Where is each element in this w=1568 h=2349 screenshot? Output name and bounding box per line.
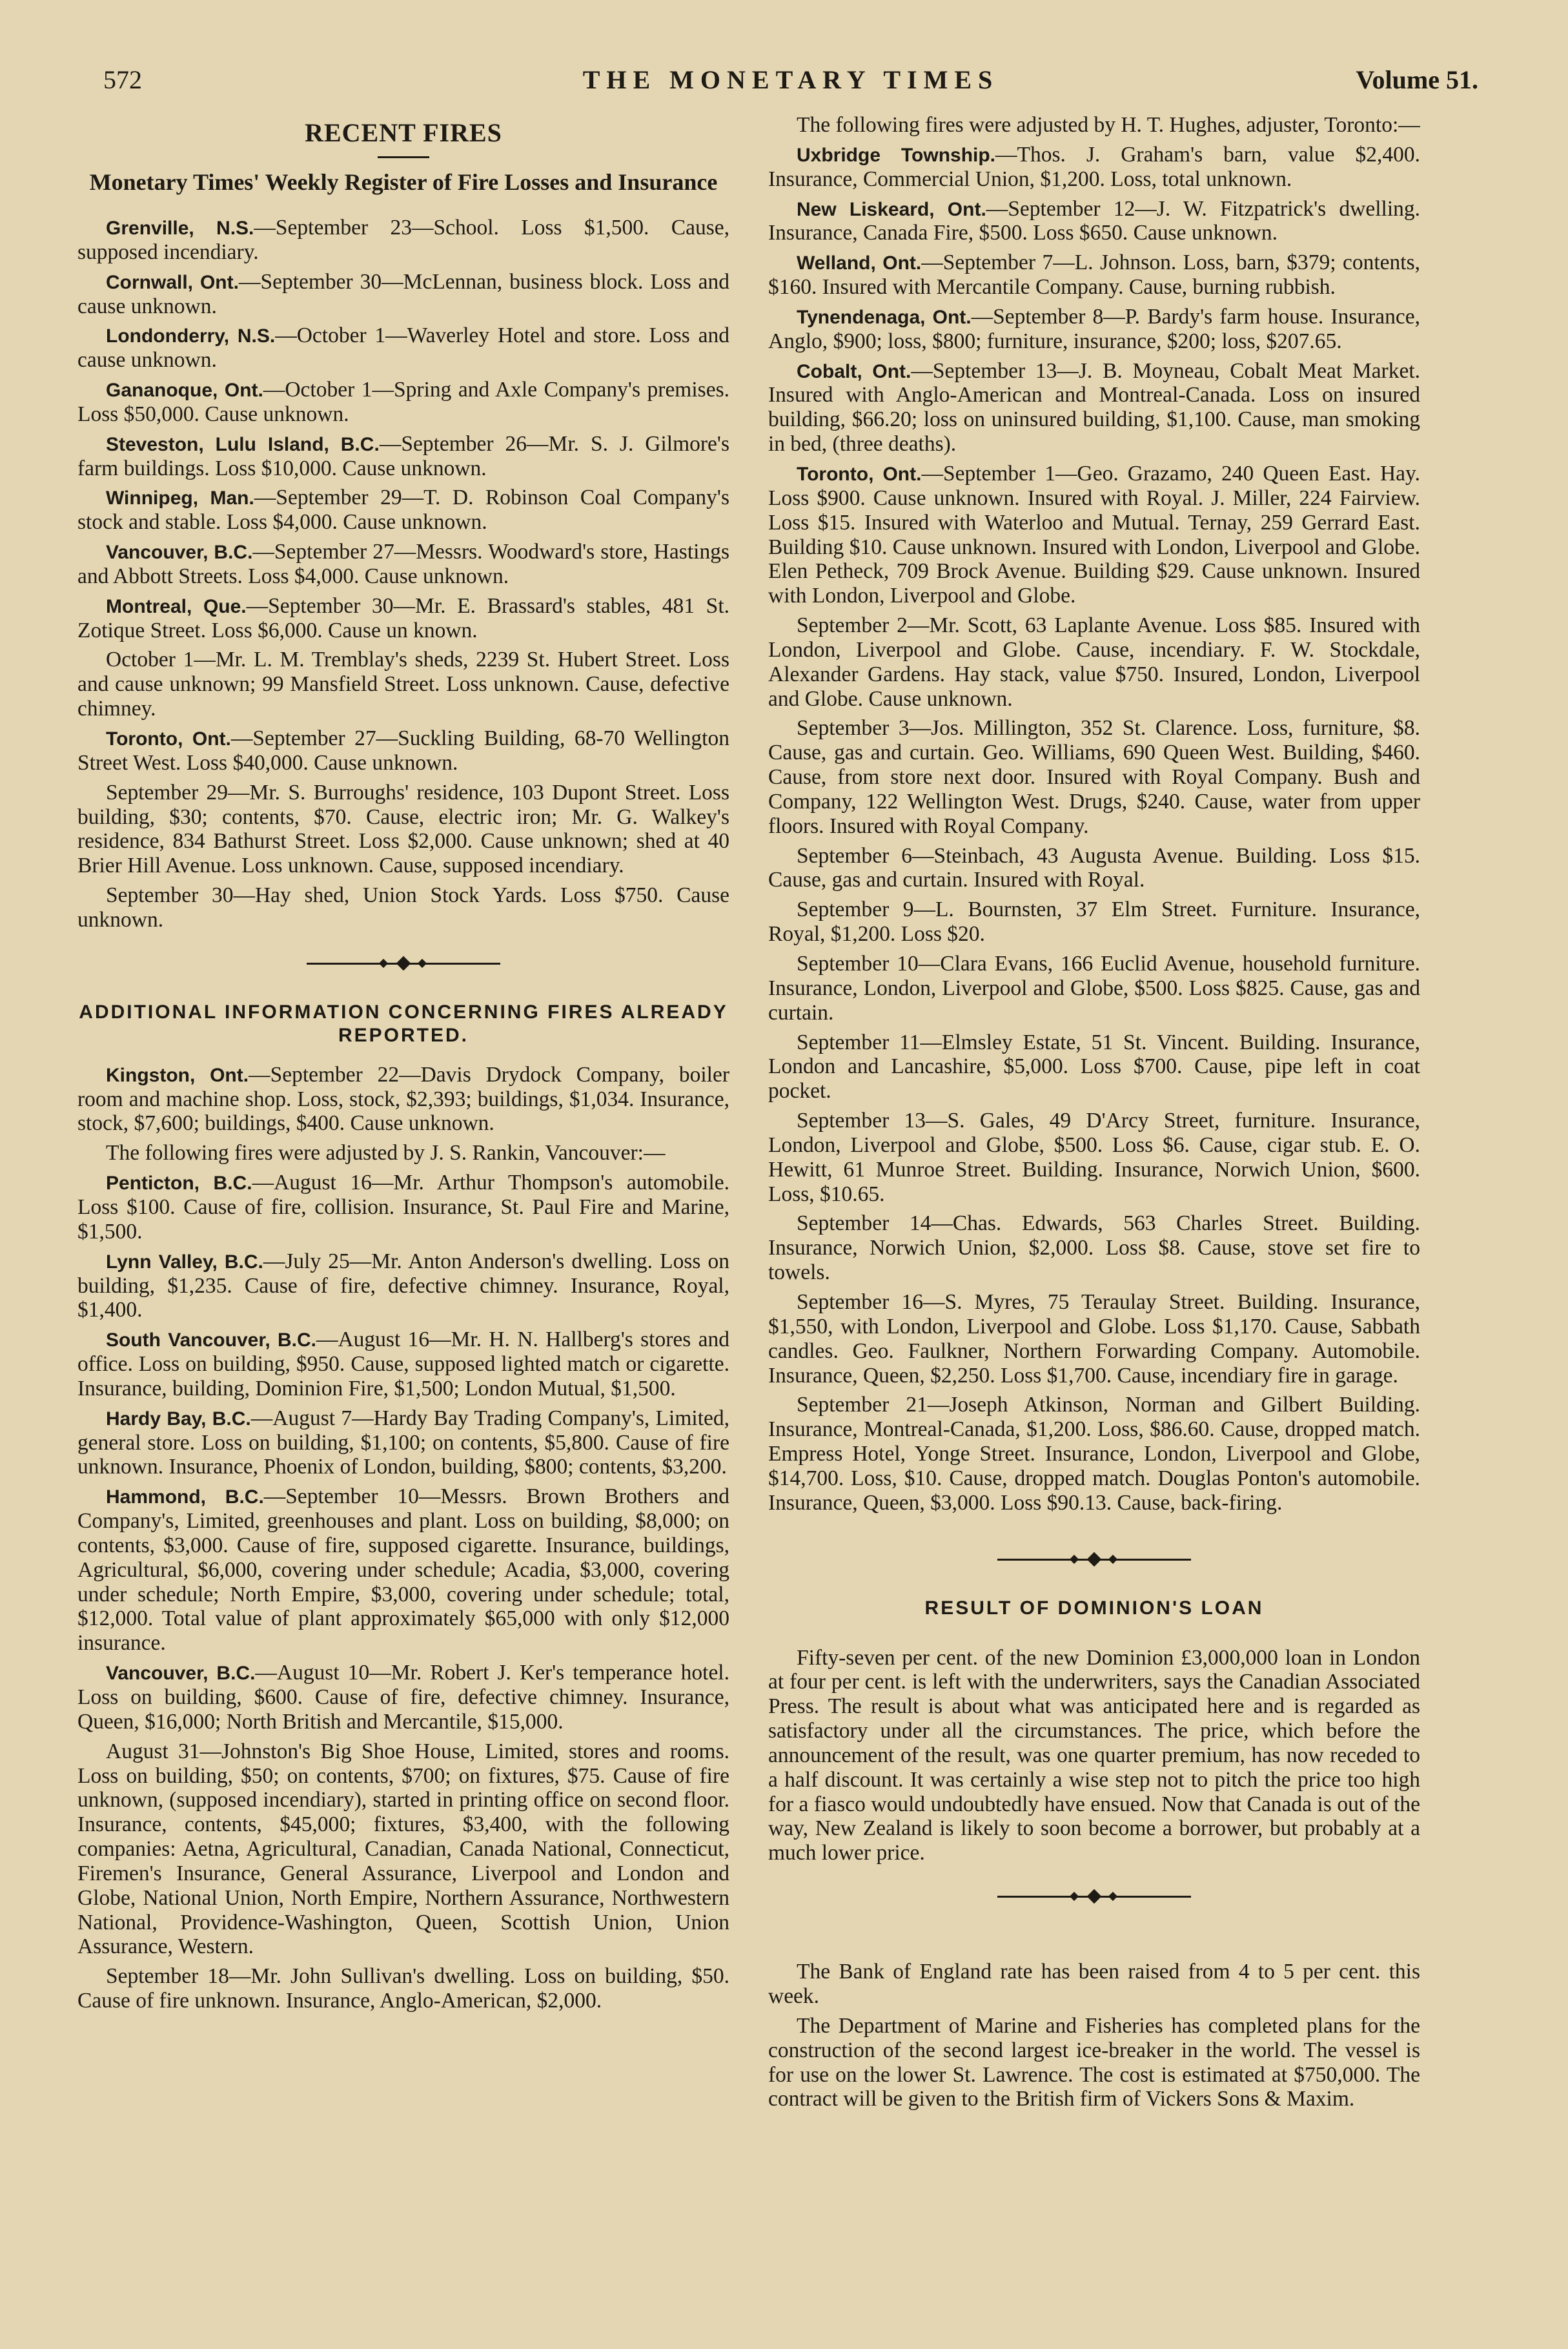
entry-text: —August 7—Hardy Bay Trading Company's, Limited, general store. Loss on building, $1,100; on contents, $5,800. Cause of fire unknown. Insurance, Phoenix of London, building, $800; contents, $3,200. [77,1406,729,1479]
entry-text: September 6—Steinbach, 43 Augusta Avenue. Building. Loss $15. Cause, gas and curtain. Insured with Royal. [768,843,1420,892]
entry-place: New Liskeard, Ont. [797,198,986,220]
fire-entry [77,726,729,775]
title-rule [378,156,429,158]
entry-text: September 11—Elmsley Estate, 51 St. Vincent. Building. Insurance, London and Lancashire, $5,000. Loss $700. Cause, pipe left in coat pocket. [768,1030,1420,1103]
entry-text: —September 30—McLennan, business block. Loss and cause unknown. [77,269,730,318]
entry-place: Toronto, Ont. [797,463,922,485]
page-header [103,65,1478,110]
entry-place: Vancouver, B.C. [106,1663,256,1685]
entry-text: —September 1—Geo. Grazamo, 240 Queen East. Hay. Loss $900. Cause unknown. Insured with Royal. J. Miller, 224 Fairview. Loss $15. Insured with Waterloo and Mutual. Ternay, 259 Gerrard East. Building $10. Cause unknown. Insured with London, Liverpool and Globe. Elen Petheck, 709 Brock Avenue. Building $29. Cause unknown. Insured with London, Liverpool and Globe. [768,461,1420,608]
entry-text: —September 26—Mr. S. J. Gilmore's farm buildings. Loss $10,000. Cause unknown. [77,431,730,480]
fire-entry [77,1171,729,1244]
fire-entry [768,1290,1420,1388]
entry-text: —September 10—Messrs. Brown Brothers and Company's, Limited, greenhouses and plant. Loss on building, $8,000; on contents, $3,000. Cause of fire, supposed cigarette. Insurance, buildings, Agricultural, $6,000, covering under schedule; Acadia, $3,000, covering under schedule; North Empire, $3,000, covering under schedule; total, $12,000. Total value of plant approximately $65,000 with only $12,000 insurance. [77,1484,729,1656]
fire-entry [77,1249,729,1323]
entry-place: Kingston, Ont. [106,1064,249,1086]
icebreaker-paragraph: The Department of Marine and Fisheries has completed plans for the construction of the second largest ice-breaker in the world. The vessel is for use on the lower St. Lawrence. The cost is estimated at $750,000. The contract will be given to the British firm of Vickers Sons & Maxim. [768,2013,1420,2111]
entry-place: Steveston, Lulu Island, B.C. [106,433,380,455]
fire-entry [77,323,729,373]
fire-entry [768,844,1420,893]
register-title: Monetary Times' Weekly Register of Fire Losses and Insurance [89,169,718,196]
entry-place: Grenville, N.S. [106,217,254,239]
fire-entry [77,1141,729,1165]
entry-text: September 16—S. Myres, 75 Teraulay Street. Building. Insurance, $1,550, with London, Liverpool and Globe. Loss $1,170. Cause, Sabbath candles. Geo. Faulkner, Northern Forwarding Company. Automobile. Insurance, Queen, $2,250. Loss $1,700. Cause, incendiary fire in garage. [768,1289,1420,1388]
entry-text: —September 8—P. Bardy's farm house. Insurance, Anglo, $900; loss, $800; furniture, insurance, $200; loss, $207.65. [768,304,1420,353]
fire-entry [77,1739,729,1960]
fire-entry [77,540,729,589]
left-column [77,113,729,2018]
entry-text: —September 30—Mr. E. Brassard's stables, 481 St. Zotique Street. Loss $6,000. Cause un known. [77,593,729,642]
recent-fires-title: RECENT FIRES [305,118,502,147]
fire-entry [77,270,729,319]
fire-entry [768,305,1420,354]
entry-place: Cobalt, Ont. [797,360,911,382]
fire-entry [77,216,729,265]
hughes-intro: The following fires were adjusted by H. T. Hughes, adjuster, Toronto:— [797,113,1420,137]
fire-entry [77,1484,729,1656]
entry-text: —July 25—Mr. Anton Anderson's dwelling. Loss on building, $1,235. Cause of fire, defective chimney. Insurance, Royal, $1,400. [77,1249,729,1322]
entry-place: South Vancouver, B.C. [106,1329,316,1351]
fire-entry [77,432,729,481]
masthead: THE MONETARY TIMES [582,65,999,94]
fire-entry [768,1211,1420,1285]
fire-entry [77,486,729,535]
entry-place: Tynendenaga, Ont. [797,306,972,328]
loan-paragraph: Fifty-seven per cent. of the new Dominion £3,000,000 loan in London at four per cent. is left with the underwriters, says the Canadian Associated Press. The result is about what was anticipated here and is regarded as satisfactory under all the circumstances. The price, which before the announcement of the result, was one quarter premium, has now receded to a half discount. It was certainly a wise step not to pitch the price too high for a fiasco would undoubtedly have ensued. Now that Canada is out of the way, New Zealand is likely to soon become a borrower, but probably at a much lower price. [768,1645,1420,1865]
fire-entry [77,1328,729,1401]
fire-entry [768,1031,1420,1104]
entry-text: September 3—Jos. Millington, 352 St. Clarence. Loss, furniture, $8. Cause, gas and curtain. Geo. Williams, 690 Queen West. Building, $460. Cause, from store next door. Insured with Royal Company. Bush and Company, 122 Wellington West. Drugs, $240. Cause, water from upper floors. Insured with Royal Company. [768,716,1420,838]
entry-text: September 29—Mr. S. Burroughs' residence, 103 Dupont Street. Loss building, $30; contents, $70. Cause, electric iron; Mr. G. Walkey's residence, 834 Bathurst Street. Loss $2,000. Cause unknown; shed at 40 Brier Hill Avenue. Loss unknown. Cause, supposed incendiary. [77,780,729,878]
entry-place: Toronto, Ont. [106,728,231,750]
entry-place: Gananoque, Ont. [106,380,263,402]
entry-text: —September 23—School. Loss $1,500. Cause, supposed incendiary. [77,215,729,264]
entry-text: —October 1—Waverley Hotel and store. Loss and cause unknown. [77,323,729,373]
entry-text: September 13—S. Gales, 49 D'Arcy Street, furniture. Insurance, London, Liverpool and Globe, $500. Loss $6. Cause, cigar stub. E. O. Hewitt, 61 Munroe Street. Building. Insurance, Norwich Union, $600. Loss, $10.65. [768,1109,1420,1206]
entry-text: September 14—Chas. Edwards, 563 Charles Street. Building. Insurance, Norwich Union, $2,000. Loss $8. Cause, stove set fire to towels. [768,1211,1420,1285]
entry-text: —September 29—T. D. Robinson Coal Company's stock and stable. Loss $4,000. Cause unknown. [77,486,729,535]
entry-place: Vancouver, B.C. [106,542,253,564]
bank-rate-paragraph: The Bank of England rate has been raised from 4 to 5 per cent. this week. [768,1960,1420,2008]
page-number: 572 [103,65,142,94]
entry-text: —September 27—Suckling Building, 68-70 Wellington Street West. Loss $40,000. Cause unknown. [77,726,729,775]
section-ornament [997,1891,1191,1902]
entry-place: Cornwall, Ont. [106,271,239,293]
entry-text: —September 13—J. B. Moyneau, Cobalt Meat Market. Insured with Anglo-American and Montreal-Canada. Loss on insured building, $66.20; loss on uninsured building, $1,100. Cause, man smoking in bed, (three deaths). [768,358,1421,456]
fire-entry [77,378,729,427]
entry-text: —September 27—Messrs. Woodward's store, Hastings and Abbott Streets. Loss $4,000. Cause unknown. [77,540,729,588]
fire-entry [768,462,1420,608]
fire-entry [77,1063,729,1136]
loan-title: RESULT OF DOMINION'S LOAN [924,1597,1264,1619]
hughes-list [768,143,1420,1515]
entry-place: Welland, Ont. [797,252,922,274]
fire-entry [77,1964,729,2013]
fire-entry [768,716,1420,838]
entry-text: September 10—Clara Evans, 166 Euclid Avenue, household furniture. Insurance, London, Liverpool and Globe, $500. Loss $825. Cause, gas and curtain. [768,952,1420,1025]
entry-text: —September 12—J. W. Fitzpatrick's dwelling. Insurance, Canada Fire, $500. Loss $650. Cause unknown. [768,196,1421,245]
entry-text: September 9—L. Bournsten, 37 Elm Street. Furniture. Insurance, Royal, $1,200. Loss $20. [768,898,1420,947]
entry-text: September 18—Mr. John Sullivan's dwelling. Loss on building, $50. Cause of fire unknown. Insurance, Anglo-American, $2,000. [77,1964,729,2013]
entry-place: Montreal, Que. [106,595,247,617]
entry-place: Winnipeg, Man. [106,487,254,509]
volume-label: Volume 51. [1356,65,1478,94]
additional-info-list [77,1063,729,2013]
additional-info-title: ADDITIONAL INFORMATION CONCERNING FIRES ALREADY REPORTED. [79,1001,728,1046]
section-ornament [307,958,500,969]
fire-entry [768,359,1420,456]
entry-text: —September 22—Davis Drydock Company, boiler room and machine shop. Loss, stock, $2,393; buildings, $1,034. Insurance, stock, $7,600; buildings, $400. Cause unknown. [77,1062,729,1136]
fire-entry [768,952,1420,1025]
entry-place: Lynn Valley, B.C. [106,1251,263,1273]
fire-entry [768,1393,1420,1515]
entry-text: October 1—Mr. L. M. Tremblay's sheds, 2239 St. Hubert Street. Loss and cause unknown; 99 Mansfield Street. Loss unknown. Cause, defective chimney. [77,648,729,721]
fire-entry [77,1406,729,1480]
entry-text: —August 16—Mr. H. N. Hallberg's stores and office. Loss on building, $950. Cause, supposed lighted match or cigarette. Insurance, building, Dominion Fire, $1,500; London Mutual, $1,500. [77,1328,729,1400]
fire-entry [77,883,729,932]
fire-entry [77,594,729,643]
entry-text: —Thos. J. Graham's barn, value $2,400. Insurance, Commercial Union, $1,200. Loss, total unknown. [768,142,1420,191]
entry-text: September 2—Mr. Scott, 63 Laplante Avenue. Loss $85. Insured with London, Liverpool and Globe. Cause, incendiary. F. W. Stockdale, Alexander Gardens. Hay stack, value $750. Insured, London, Liverpool and Globe. Cause unknown. [768,613,1420,711]
entry-text: August 31—Johnston's Big Shoe House, Limited, stores and rooms. Loss on building, $50; on contents, $700; on fixtures, $75. Cause of fire unknown, (supposed incendiary), started in printing office on second floor. Insurance, contents, $45,000; fixtures, $3,400, with the following companies: Aetna, Agricultural, Canadian, Canada National, Connecticut, Firemen's Insurance, General Assurance, Liverpool and London and Globe, National Union, North Empire, Northern Assurance, Northwestern National, Providence-Washington, Queen, Scottish Union, Union Assurance, Western. [77,1739,729,1959]
entry-text: —October 1—Spring and Axle Company's premises. Loss $50,000. Cause unknown. [77,378,729,426]
fire-entry [768,197,1420,246]
entry-text: The following fires were adjusted by J. S. Rankin, Vancouver:— [106,1141,666,1165]
entry-place: Hardy Bay, B.C. [106,1408,251,1430]
entry-place: Londonderry, N.S. [106,325,276,347]
fire-register-list [77,216,729,932]
right-column [768,113,1420,2117]
fire-entry [77,781,729,878]
entry-text: September 21—Joseph Atkinson, Norman and Gilbert Building. Insurance, Montreal-Canada, $1,200. Loss, $86.60. Cause, dropped match. Empress Hotel, Yonge Street. Insurance, London, Liverpool and Globe, $14,700. Loss, $10. Cause, dropped match. Douglas Ponton's automobile. Insurance, Queen, $3,000. Loss $90.13. Cause, back-firing. [768,1393,1420,1515]
entry-text: —August 16—Mr. Arthur Thompson's automobile. Loss $100. Cause of fire, collision. Insurance, St. Paul Fire and Marine, $1,500. [77,1171,729,1244]
entry-text: —September 7—L. Johnson. Loss, barn, $379; contents, $160. Insured with Mercantile Company. Cause, burning rubbish. [768,251,1420,300]
section-ornament [997,1554,1191,1564]
fire-entry [768,1109,1420,1206]
fire-entry [768,613,1420,711]
fire-entry [768,251,1420,300]
fire-entry [768,898,1420,947]
entry-text: —August 10—Mr. Robert J. Ker's temperance hotel. Loss on building, $600. Cause of fire, defective chimney. Insurance, Queen, $16,000; North British and Mercantile, $15,000. [77,1661,729,1734]
fire-entry [77,648,729,721]
fire-entry [768,143,1420,192]
entry-place: Penticton, B.C. [106,1173,252,1195]
entry-text: September 30—Hay shed, Union Stock Yards. Loss $750. Cause unknown. [77,883,729,932]
fire-entry [77,1661,729,1734]
entry-place: Uxbridge Township. [797,144,996,166]
entry-place: Hammond, B.C. [106,1486,264,1508]
